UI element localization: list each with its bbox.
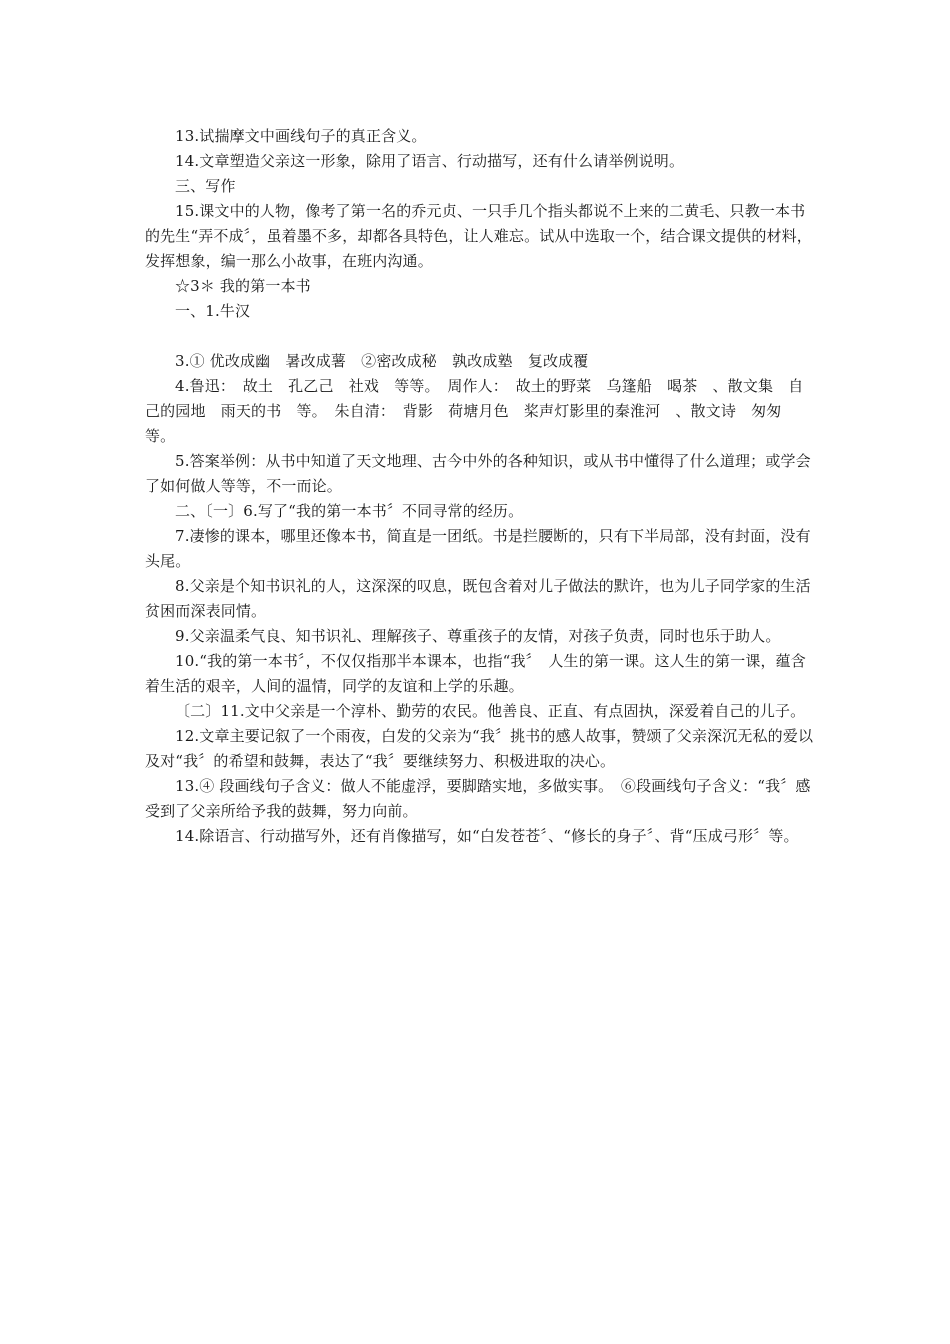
- answer-11: 〔二〕11.文中父亲是一个淳朴、勤劳的农民。他善良、正直、有点固执，深爱着自己的儿子。: [175, 702, 806, 720]
- answer-5: 5.答案举例：从书中知道了天文地理、古今中外的各种知识，或从书中懂得了什么道理；或学会了如何做人等等，不一而论。: [145, 452, 811, 495]
- answer-4: 4.鲁迅： 故土 孔乙己 社戏 等等。 周作人： 故土的野菜 乌篷船 喝茶 、散文集 自己的园地 雨天的书 等。 朱自清： 背影 荷塘月色 桨声灯影里的秦淮河 、散文诗 匆匆 等。: [145, 377, 804, 445]
- answer-9: 9.父亲温柔气良、知书识礼、理解孩子、尊重孩子的友情，对孩子负责，同时也乐于助人。: [175, 627, 781, 645]
- answer-3: 3.① 优改成幽 暑改成薯 ②密改成秘 孰改成塾 复改成覆: [175, 352, 589, 370]
- blank-line: [145, 324, 817, 349]
- section-heading-writing: 三、写作: [175, 177, 236, 195]
- question-15: 15.课文中的人物，像考了第一名的乔元贞、一只手几个指头都说不上来的二黄毛、只教一本书的先生“弄不成〞，虽着墨不多，却都各具特色，让人难忘。试从中选取一个，结合课文提供的材料，发挥想象，编一那么小故事，在班内沟通。: [145, 202, 812, 270]
- question-13: 13.试揣摩文中画线句子的真正含义。: [175, 127, 427, 145]
- answer-13: 13.④ 段画线句子含义：做人不能虚浮，要脚踏实地，多做实事。 ⑥段画线句子含义：“我〞感受到了父亲所给予我的鼓舞，努力向前。: [145, 777, 811, 820]
- answer-10: 10.“我的第一本书〞，不仅仅指那半本课本，也指“我〞 人生的第一课。这人生的第一课，蕴含着生活的艰辛，人间的温情，同学的友谊和上学的乐趣。: [145, 652, 806, 695]
- answer-1: 一、1.牛汉: [175, 302, 251, 320]
- question-14: 14.文章塑造父亲这一形象，除用了语言、行动描写，还有什么请举例说明。: [175, 152, 685, 170]
- answer-14: 14.除语言、行动描写外，还有肖像描写，如“白发苍苍〞、“修长的身子〞、背“压成弓形〞等。: [175, 827, 799, 845]
- lesson-title: ☆3＊ 我的第一本书: [175, 277, 311, 295]
- answer-8: 8.父亲是个知书识礼的人，这深深的叹息，既包含着对儿子做法的默许，也为儿子同学家的生活贫困而深表同情。: [145, 577, 811, 620]
- answer-6: 二、〔一〕6.写了“我的第一本书〞不同寻常的经历。: [175, 502, 524, 520]
- answer-7: 7.凄惨的课本，哪里还像本书，简直是一团纸。书是拦腰断的，只有下半局部，没有封面，没有头尾。: [145, 527, 811, 570]
- document-body: [145, 124, 817, 849]
- answer-12: 12.文章主要记叙了一个雨夜，白发的父亲为“我〞挑书的感人故事，赞颂了父亲深沉无私的爱以及对“我〞的希望和鼓舞，表达了“我〞要继续努力、积极进取的决心。: [145, 727, 814, 770]
